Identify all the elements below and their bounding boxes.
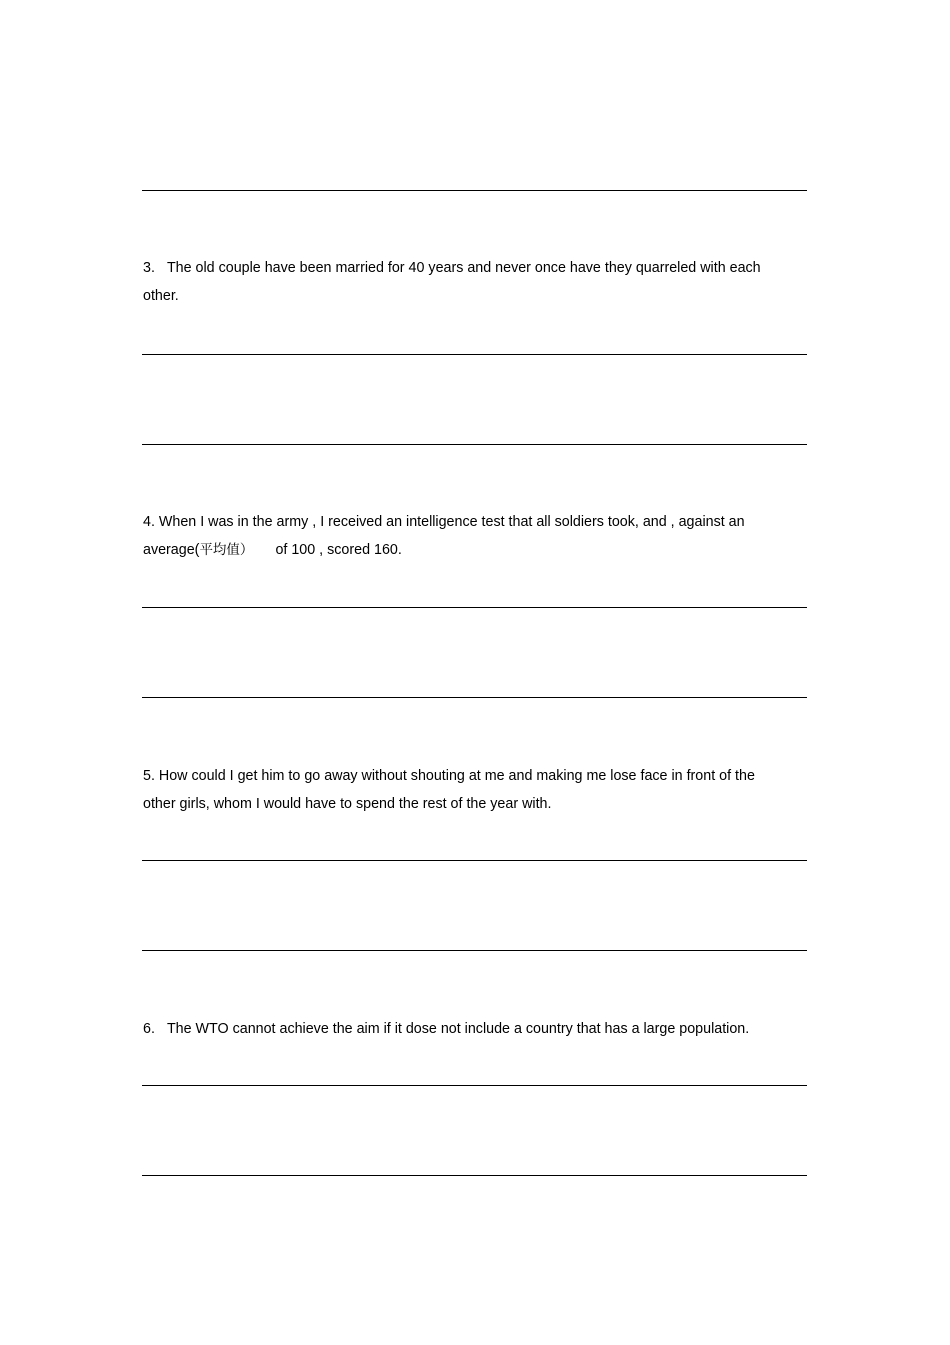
question-3-line-2: other. — [143, 288, 179, 304]
answer-line — [142, 1085, 807, 1086]
question-6 — [143, 1015, 813, 1043]
question-3 — [143, 254, 813, 310]
answer-line — [142, 1175, 807, 1176]
question-5-line-2: other girls, whom I would have to spend the rest of the year with. — [143, 796, 552, 812]
answer-line — [142, 607, 807, 608]
answer-line — [142, 697, 807, 698]
question-3-line-1: 3. The old couple have been married for 40 years and never once have they quarreled with each — [143, 260, 761, 276]
question-5-line-1: 5. How could I get him to go away without shouting at me and making me lose face in front of the — [143, 768, 755, 784]
answer-line — [142, 190, 807, 191]
question-6-line-1: 6. The WTO cannot achieve the aim if it dose not include a country that has a large population. — [143, 1021, 750, 1037]
question-4-line-2: average(平均值） of 100 , scored 160. — [143, 542, 402, 558]
answer-line — [142, 444, 807, 445]
answer-line — [142, 354, 807, 355]
question-5 — [143, 762, 813, 818]
question-4-line-1: 4. When I was in the army , I received an intelligence test that all soldiers took, and , against an — [143, 514, 745, 530]
answer-line — [142, 860, 807, 861]
question-4 — [143, 508, 813, 564]
answer-line — [142, 950, 807, 951]
